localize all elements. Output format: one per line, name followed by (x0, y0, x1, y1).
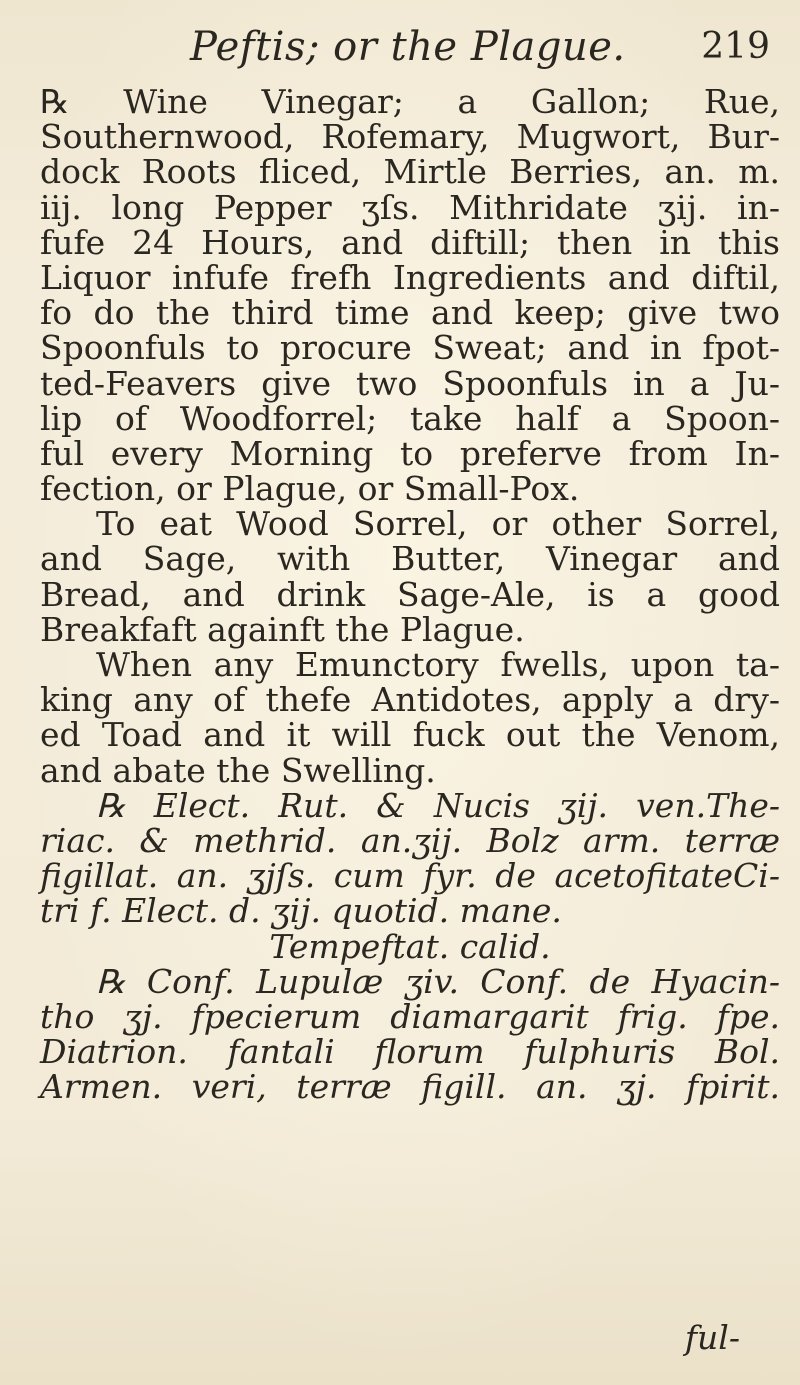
text-line: When any Emunctory fwells, upon ta- (96, 645, 780, 684)
text-line: To eat Wood Sorrel, or other Sorrel, (96, 504, 780, 544)
text-line: Liquor infufe frefh Ingredients and diftil, (40, 257, 780, 297)
text-line: dock Roots fliced, Mirtle Berries, an. m. (40, 152, 780, 192)
latin-line: Diatrion. fantali florum fulphuris Bol. (40, 1032, 780, 1072)
text-line: and abate the Swelling. (40, 750, 436, 790)
text-line: ℞ Wine Vinegar; a Gallon; Rue, (40, 82, 780, 121)
latin-line: Tempeftat. calid. (269, 926, 551, 966)
text-line: ed Toad and it will fuck out the Venom, (40, 715, 780, 755)
text-line: lip of Woodforrel; take half a Spoon- (40, 398, 780, 438)
text-line: ted-Feavers give two Spoonfuls in a Ju- (40, 363, 780, 403)
text-line: Breakfaft againft the Plague. (40, 609, 525, 649)
text-line: and Sage, with Butter, Vinegar and (40, 539, 780, 579)
page-header (0, 10, 800, 80)
catchword: ful- (684, 1318, 740, 1357)
latin-line: tho ʒj. fpecierum diamargarit frig. fpe. (40, 996, 780, 1036)
text-line: king any of thefe Antidotes, apply a dry- (40, 680, 780, 720)
latin-line: ℞ Elect. Rut. & Nucis ʒij. ven.The- (96, 785, 780, 825)
text-line: Southernwood, Rofemary, Mugwort, Bur- (40, 117, 780, 157)
text-line: ful every Morning to preferve from In- (40, 433, 780, 473)
text-line: Bread, and drink Sage-Ale, is a good (40, 574, 780, 614)
text-line: Spoonfuls to procure Sweat; and in fpot- (40, 328, 780, 368)
latin-line: riac. & methrid. an.ʒij. Bolz arm. terræ (40, 820, 780, 860)
page-number: 219 (701, 26, 770, 67)
body-text (40, 82, 780, 1107)
latin-line: tri f. Elect. d. ʒij. quotid. mane. (40, 891, 562, 931)
text-line: fo do the third time and keep; give two (40, 293, 780, 333)
running-head: Peftis; or the Plague. (190, 24, 626, 70)
text-line: fufe 24 Hours, and diftill; then in this (40, 222, 780, 262)
latin-line: ℞ Conf. Lupulæ ʒiv. Conf. de Hyacin- (96, 961, 780, 1001)
text-line: iij. long Pepper ʒſs. Mithridate ʒij. in- (40, 187, 780, 227)
text-line: fection, or Plague, or Small-Pox. (40, 469, 580, 509)
latin-line: figillat. an. ʒjſs. cum fyr. de acetofitateCi- (40, 856, 780, 896)
latin-line: Armen. veri, terræ figill. an. ʒj. fpirit. (40, 1067, 780, 1107)
